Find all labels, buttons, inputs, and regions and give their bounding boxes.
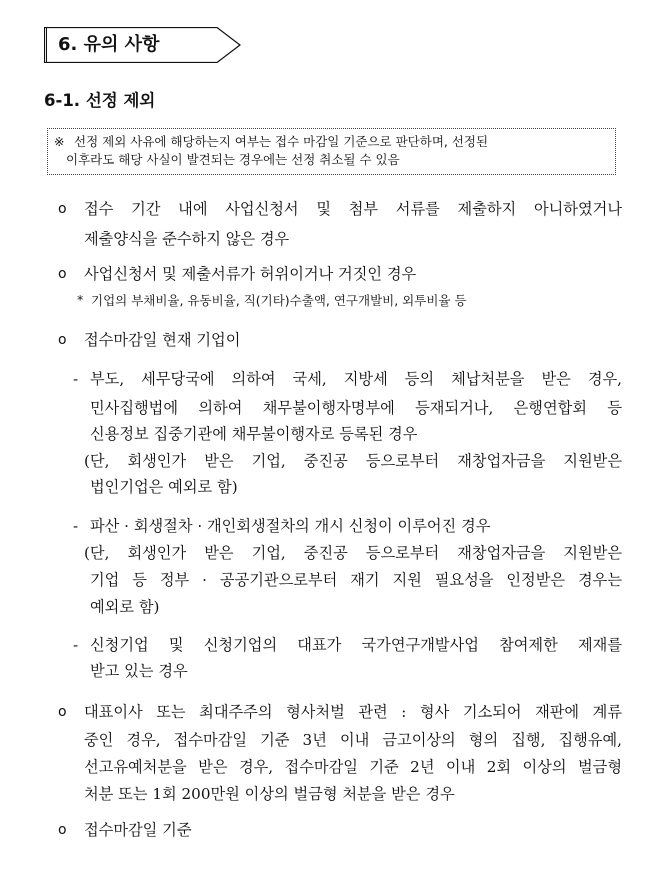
subitem-3-line-2: 받고 있는 경우: [90, 662, 188, 680]
subitem-3-line-1: 신청기업 및 신청기업의 대표가 국가연구개발사업 참여제한 제재를: [90, 636, 622, 654]
subitem-2-line-3: 기업 등 정부 · 공공기관으로부터 재기 지원 필요성을 인정받은 경우는: [90, 571, 622, 589]
item-2-note-mark: *: [77, 292, 84, 307]
subitem-1-line-2: 민사집행법에 의하여 채무불이행자명부에 등재되거나, 은행연합회 등: [90, 399, 622, 417]
section-header: [44, 27, 241, 63]
subitem-2-line-4: 예외로 함): [90, 598, 160, 616]
subitem-1-line-5: 법인기업은 예외로 함): [90, 478, 238, 496]
dash-mark: -: [73, 517, 79, 535]
item-4-line-2: 중인 경우, 접수마감일 기준 3년 이내 금고이상의 형의 집행, 집행유예,: [84, 731, 622, 749]
bullet-icon: o: [58, 704, 67, 720]
dash-mark: -: [73, 370, 79, 388]
item-4-line-1: 대표이사 또는 최대주주의 형사처벌 관련 : 형사 기소되어 재판에 계류: [84, 703, 622, 721]
bullet-icon: o: [58, 822, 67, 838]
item-4-line-4: 처분 또는 1회 200만원 이상의 벌금형 처분을 받은 경우: [84, 785, 455, 803]
subsection-title: 6-1. 선정 제외: [44, 91, 156, 110]
subitem-1-line-3: 신용정보 집중기관에 채무불이행자로 등록된 경우: [90, 425, 418, 443]
subitem-1-line-1: 부도, 세무당국에 의하여 국세, 지방세 등의 체납처분을 받은 경우,: [90, 370, 622, 388]
section-title: 6. 유의 사항: [58, 34, 160, 55]
notice-mark: ※: [54, 134, 65, 149]
subitem-1-line-4: (단, 회생인가 받은 기업, 중진공 등으로부터 재창업자금을 지원받은: [84, 452, 622, 470]
subitem-2-line-1: 파산 · 회생절차 · 개인회생절차의 개시 신청이 이루어진 경우: [90, 517, 491, 535]
item-5-line-1: 접수마감일 기준: [84, 821, 192, 839]
item-2-note-text: 기업의 부채비율, 유동비율, 직(기타)수출액, 연구개발비, 외투비율 등: [91, 293, 467, 308]
notice-text-line1: 선정 제외 사유에 해당하는지 여부는 접수 마감일 기준으로 판단하며, 선정된: [74, 134, 489, 149]
item-1-line-2: 제출양식을 준수하지 않은 경우: [84, 230, 290, 248]
item-3-line-1: 접수마감일 현재 기업이: [84, 331, 241, 349]
bullet-icon: o: [58, 266, 67, 282]
bullet-icon: o: [58, 201, 67, 217]
subitem-2-line-2: (단, 회생인가 받은 기업, 중진공 등으로부터 재창업자금을 지원받은: [84, 544, 622, 562]
item-4-line-3: 선고유예처분을 받은 경우, 접수마감일 기준 2년 이내 2회 이상의 벌금형: [84, 758, 622, 776]
notice-text-line2: 이후라도 해당 사실이 발견되는 경우에는 선정 취소될 수 있음: [66, 152, 400, 167]
item-2-line-1: 사업신청서 및 제출서류가 허위이거나 거짓인 경우: [84, 265, 417, 283]
dash-mark: -: [73, 636, 79, 654]
item-1-line-1: 접수 기간 내에 사업신청서 및 첨부 서류를 제출하지 아니하였거나: [84, 200, 622, 218]
bullet-icon: o: [58, 332, 67, 348]
